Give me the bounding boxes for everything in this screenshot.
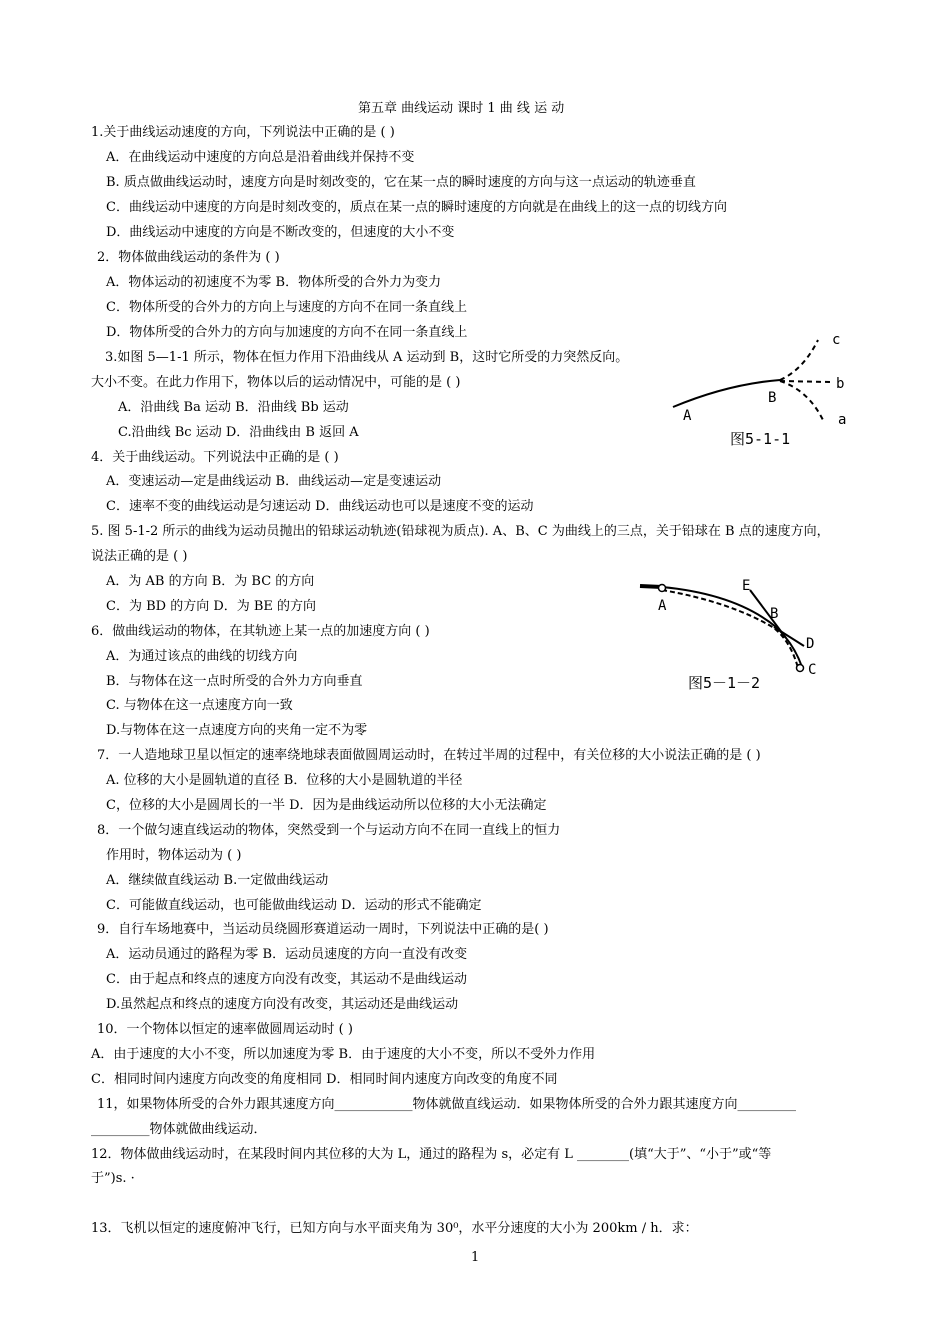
q8-options-cd: C．可能做直线运动，也可能做曲线运动 D．运动的形式不能确定 bbox=[106, 898, 482, 913]
q2-stem: 2．物体做曲线运动的条件为 ( ) bbox=[97, 250, 280, 265]
q12-stem: 12．物体做曲线运动时，在某段时间内其位移的大为 L，通过的路程为 s，必定有 L ________(填“大于”、“小于”或“等 bbox=[91, 1147, 772, 1162]
page-title: 第五章 曲线运动 课时 1 曲 线 运 动 bbox=[358, 101, 565, 116]
figure-5-1-1 bbox=[668, 332, 868, 450]
q6-option-c: C. 与物体在这一点速度方向一致 bbox=[106, 698, 293, 713]
q4-options-cd: C．速率不变的曲线运动是匀速运动 D．曲线运动也可以是速度不变的运动 bbox=[106, 499, 534, 514]
label-point-c: C bbox=[808, 662, 817, 678]
q5-options-cd: C．为 BD 的方向 D．为 BE 的方向 bbox=[106, 599, 317, 614]
q5-stem-2: 说法正确的是 ( ) bbox=[91, 549, 188, 564]
figure-caption: 图5－1－2 bbox=[688, 674, 761, 692]
label-point-a: A bbox=[658, 598, 667, 614]
q6-stem: 6．做曲线运动的物体，在其轨迹上某一点的加速度方向 ( ) bbox=[91, 624, 430, 639]
q4-stem: 4．关于曲线运动。下列说法中正确的是 ( ) bbox=[91, 450, 339, 465]
q8-stem-2: 作用时，物体运动为 ( ) bbox=[106, 848, 242, 863]
q9-option-c: C．由于起点和终点的速度方向没有改变，其运动不是曲线运动 bbox=[106, 972, 467, 987]
trajectory-solid bbox=[662, 587, 802, 667]
label-point-d: D bbox=[806, 636, 815, 652]
point-c bbox=[797, 665, 804, 672]
q3-stem-2: 大小不变。在此力作用下，物体以后的运动情况中，可能的是 ( ) bbox=[91, 375, 461, 390]
point-a bbox=[659, 585, 666, 592]
q13-stem: 13．飞机以恒定的速度俯冲飞行，已知方向与水平面夹角为 30⁰，水平分速度的大小为 200km / h．求： bbox=[91, 1221, 698, 1236]
q9-option-d: D.虽然起点和终点的速度方向没有改变，其运动还是曲线运动 bbox=[106, 997, 459, 1012]
path-bc bbox=[780, 340, 818, 380]
trajectory-ab bbox=[673, 380, 780, 407]
q3-options-cd: C.沿曲线 Bc 运动 D．沿曲线由 B 返回 A bbox=[118, 425, 359, 440]
q1-option-c: C．曲线运动中速度的方向是时刻改变的，质点在某一点的瞬时速度的方向就是在曲线上的这一点的切线方向 bbox=[106, 200, 727, 215]
label-point-e: E bbox=[742, 578, 751, 594]
q10-stem: 10．一个物体以恒定的速率做圆周运动时 ( ) bbox=[97, 1022, 353, 1037]
q4-options-ab: A．变速运动—定是曲线运动 B．曲线运动—定是变速运动 bbox=[106, 474, 442, 489]
q8-options-ab: A．继续做直线运动 B.一定做曲线运动 bbox=[106, 873, 329, 888]
q5-stem: 5. 图 5-1-2 所示的曲线为运动员抛出的铅球运动轨迹(铅球视为质点). A、B、C 为曲线上的三点，关于铅球在 B 点的速度方向， bbox=[91, 524, 830, 539]
q1-option-a: A．在曲线运动中速度的方向总是沿着曲线并保持不变 bbox=[106, 150, 415, 165]
figure-caption: 图5-1-1 bbox=[730, 430, 791, 448]
path-ba bbox=[780, 381, 823, 420]
q10-options-cd: C．相同时间内速度方向改变的角度相同 D．相同时间内速度方向改变的角度不同 bbox=[91, 1072, 558, 1087]
page-number: 1 bbox=[471, 1250, 480, 1265]
q7-options-ab: A. 位移的大小是圆轨道的直径 B．位移的大小是圆轨道的半径 bbox=[106, 773, 463, 788]
q11-stem: 11，如果物体所受的合外力跟其速度方向____________物体就做直线运动．如果物体所受的合外力跟其速度方向_________ bbox=[97, 1097, 797, 1112]
path-bb bbox=[780, 381, 830, 382]
q6-option-a: A．为通过该点的曲线的切线方向 bbox=[106, 649, 298, 664]
q2-option-d: D．物体所受的合外力的方向与加速度的方向不在同一条直线上 bbox=[106, 325, 468, 340]
label-a: a bbox=[838, 412, 847, 428]
q3-options-ab: A．沿曲线 Ba 运动 B．沿曲线 Bb 运动 bbox=[118, 400, 349, 415]
q6-option-b: B．与物体在这一点时所受的合外力方向垂直 bbox=[106, 674, 363, 689]
q2-option-c: C．物体所受的合外力的方向上与速度的方向不在同一条直线上 bbox=[106, 300, 467, 315]
q9-options-ab: A．运动员通过的路程为零 B．运动员速度的方向一直没有改变 bbox=[106, 947, 468, 962]
label-point-a: A bbox=[683, 408, 692, 424]
q10-options-ab: A．由于速度的大小不变，所以加速度为零 B．由于速度的大小不变，所以不受外力作用 bbox=[91, 1047, 596, 1062]
label-point-b: B bbox=[768, 390, 777, 406]
label-point-b: B bbox=[770, 606, 779, 622]
q1-option-d: D．曲线运动中速度的方向是不断改变的，但速度的大小不变 bbox=[106, 225, 455, 240]
figure-5-1-2 bbox=[636, 572, 836, 694]
q1-stem: 1.关于曲线运动速度的方向，下列说法中正确的是 ( ) bbox=[91, 125, 395, 140]
label-c: c bbox=[832, 332, 841, 348]
q7-options-cd: C，位移的大小是圆周长的一半 D．因为是曲线运动所以位移的大小无法确定 bbox=[106, 798, 547, 813]
q1-option-b: B. 质点做曲线运动时，速度方向是时刻改变的，它在某一点的瞬时速度的方向与这一点运动的轨迹垂直 bbox=[106, 175, 696, 190]
q8-stem: 8．一个做匀速直线运动的物体，突然受到一个与运动方向不在同一直线上的恒力 bbox=[97, 823, 561, 838]
q2-options-ab: A．物体运动的初速度不为零 B．物体所受的合外力为变力 bbox=[106, 275, 442, 290]
q11-stem-2: _________物体就做曲线运动． bbox=[91, 1122, 267, 1137]
label-b: b bbox=[836, 376, 845, 392]
q3-stem: 3.如图 5—1-1 所示，物体在恒力作用下沿曲线从 A 运动到 B，这时它所受的力突然反向。 bbox=[105, 350, 629, 365]
q7-stem: 7．一人造地球卫星以恒定的速率绕地球表面做圆周运动时，在转过半周的过程中，有关位移的大小说法正确的是 ( ) bbox=[97, 748, 761, 763]
q12-stem-2: 于”)s. · bbox=[91, 1171, 135, 1186]
q9-stem: 9．自行车场地赛中，当运动员绕圆形赛道运动一周时，下列说法中正确的是( ) bbox=[97, 922, 549, 937]
q5-options-ab: A．为 AB 的方向 B．为 BC 的方向 bbox=[106, 574, 315, 589]
q6-option-d: D.与物体在这一点速度方向的夹角一定不为零 bbox=[106, 723, 368, 738]
